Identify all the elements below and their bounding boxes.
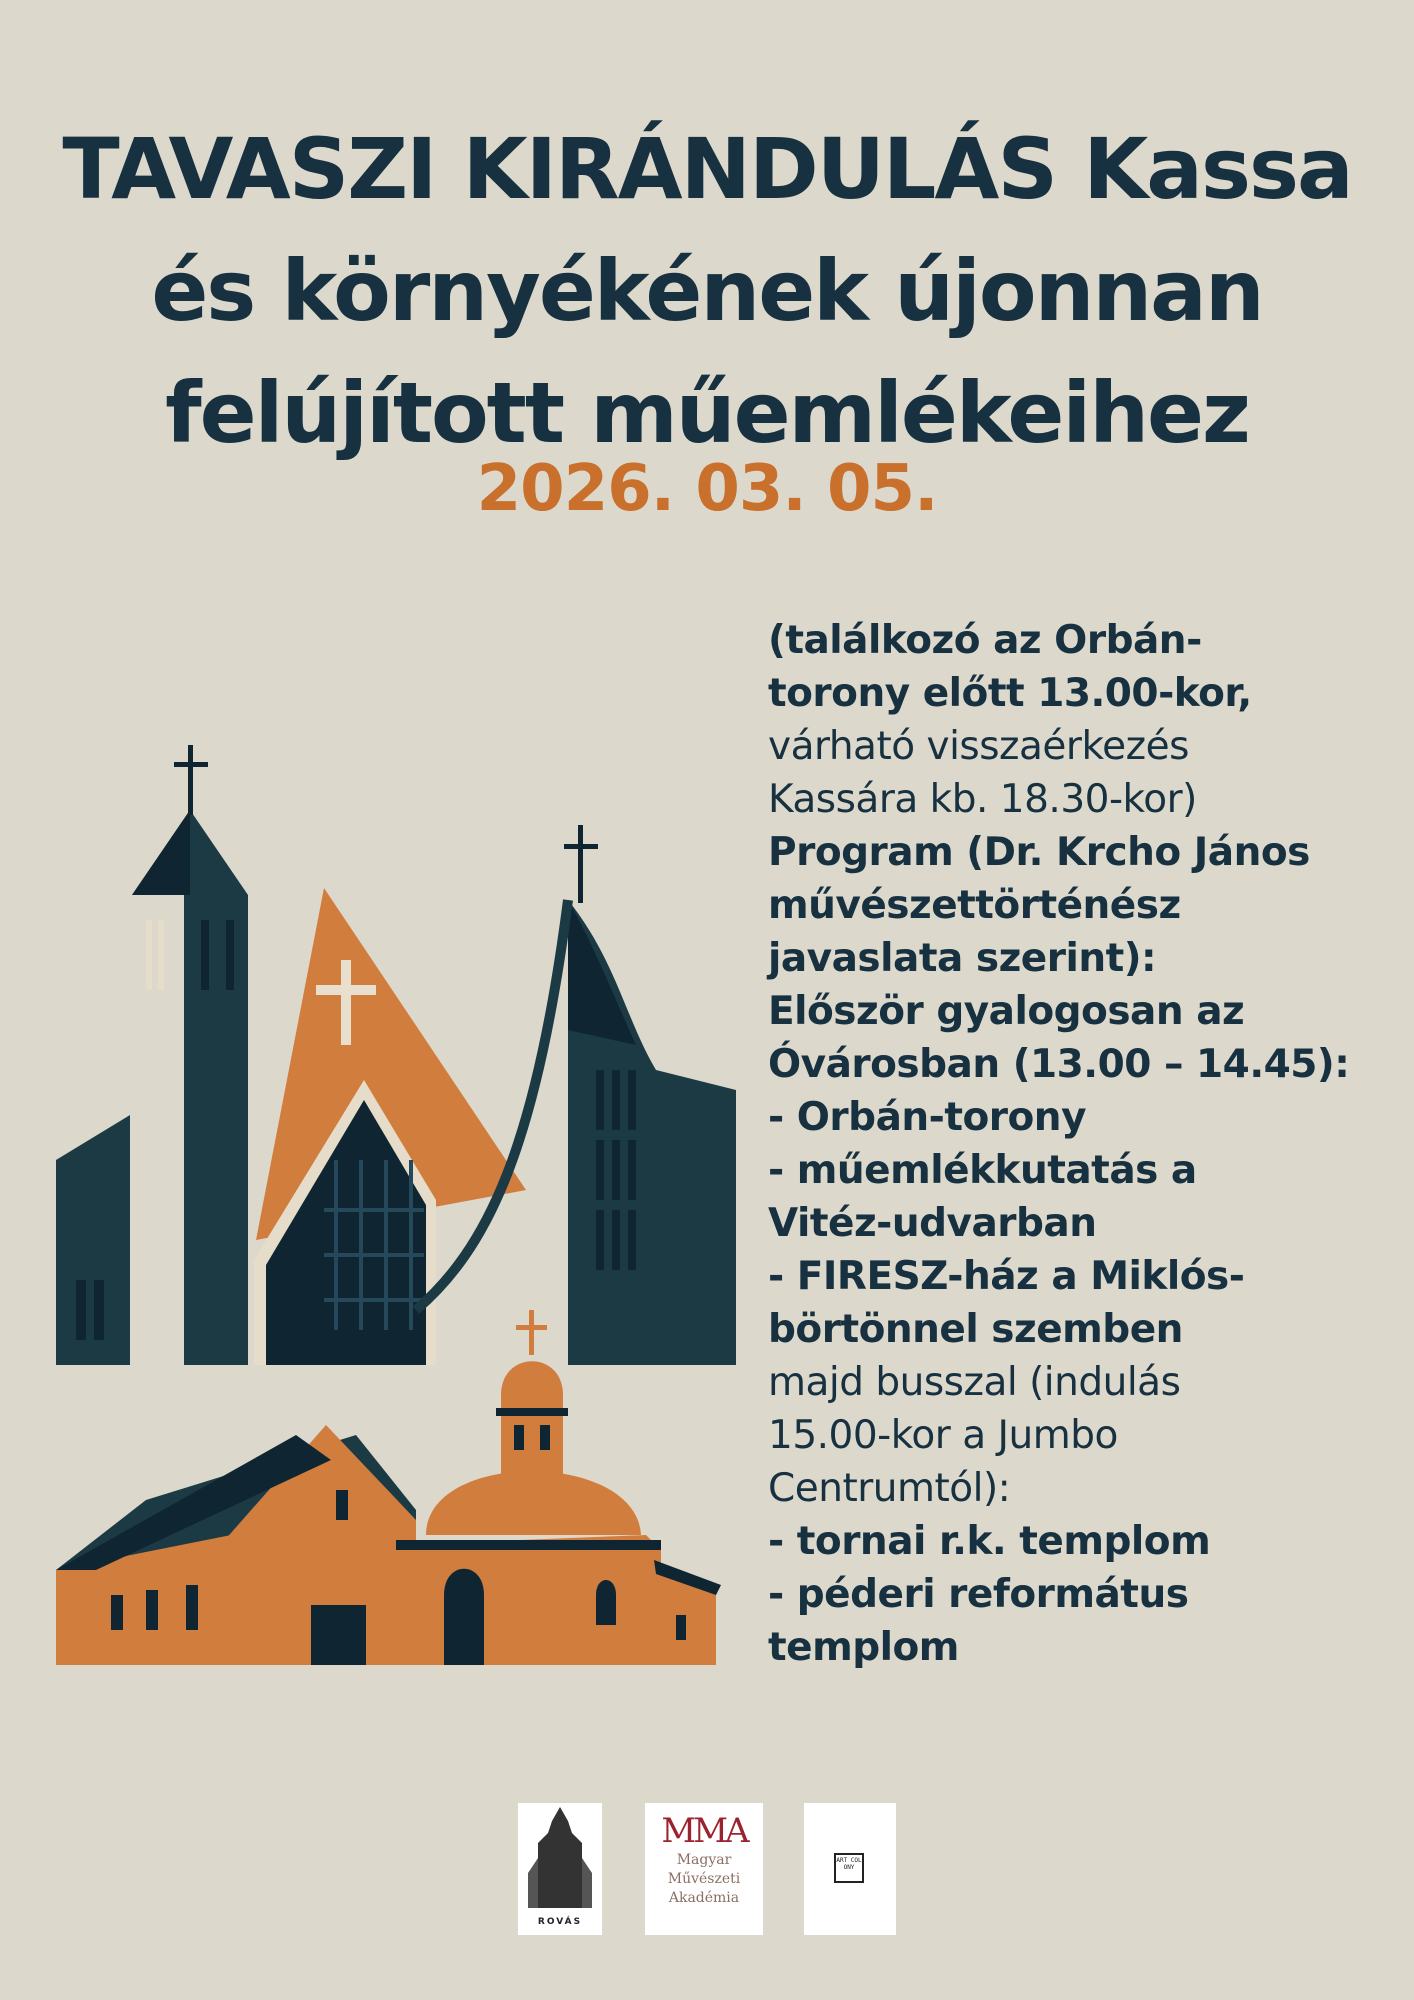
program-line: művészettörténész: [768, 883, 1181, 928]
program-line: torony előtt 13.00-kor,: [768, 671, 1252, 716]
program-line: templom: [768, 1625, 959, 1670]
title-line-2: és környékének újonnan: [151, 242, 1263, 340]
mma-logo: [645, 1803, 763, 1935]
artcolony-logo: [804, 1803, 896, 1935]
program-line: Program (Dr. Krcho János: [768, 830, 1310, 875]
program-line: Óvárosban (13.00 – 14.45):: [768, 1042, 1350, 1087]
event-date: 2026. 03. 05.: [476, 452, 938, 526]
program-line: (találkozó az Orbán-: [768, 618, 1202, 663]
program-line: majd busszal (indulás: [768, 1360, 1181, 1405]
title-line-3: felújított műemlékeihez: [165, 364, 1249, 462]
mma-name-line-3: Akadémia: [668, 1890, 740, 1906]
program-line: javaslata szerint):: [768, 936, 1157, 981]
program-line: Először gyalogosan az: [768, 989, 1245, 1034]
page-title: [0, 108, 1414, 474]
program-line: Vitéz-udvarban: [768, 1201, 1097, 1246]
program-line: várható visszaérkezés: [768, 724, 1189, 769]
program-line: - Orbán-torony: [768, 1095, 1086, 1140]
rovas-logo: [518, 1803, 602, 1935]
program-line: - műemlékkutatás a: [768, 1148, 1197, 1193]
title-line-1: TAVASZI KIRÁNDULÁS Kassa: [62, 120, 1352, 218]
program-line: - péderi református: [768, 1572, 1189, 1617]
artcolony-logo-mark: ART COL ONY: [834, 1853, 864, 1883]
program-line: - FIRESZ-ház a Miklós-: [768, 1254, 1245, 1299]
mma-name-line-1: Magyar: [676, 1852, 732, 1868]
rovas-logo-text: ROVÁS: [537, 1917, 583, 1927]
mma-logo-mark: MMA: [661, 1811, 747, 1851]
program-line: börtönnel szemben: [768, 1307, 1183, 1352]
program-line: Kassára kb. 18.30-kor): [768, 777, 1197, 822]
program-line: Centrumtól):: [768, 1466, 1011, 1511]
program-details: [768, 614, 1388, 1674]
program-line: 15.00-kor a Jumbo: [768, 1413, 1118, 1458]
churches-illustration: [56, 690, 746, 1670]
mma-name-line-2: Művészeti: [667, 1871, 741, 1887]
program-line: - tornai r.k. templom: [768, 1519, 1211, 1564]
